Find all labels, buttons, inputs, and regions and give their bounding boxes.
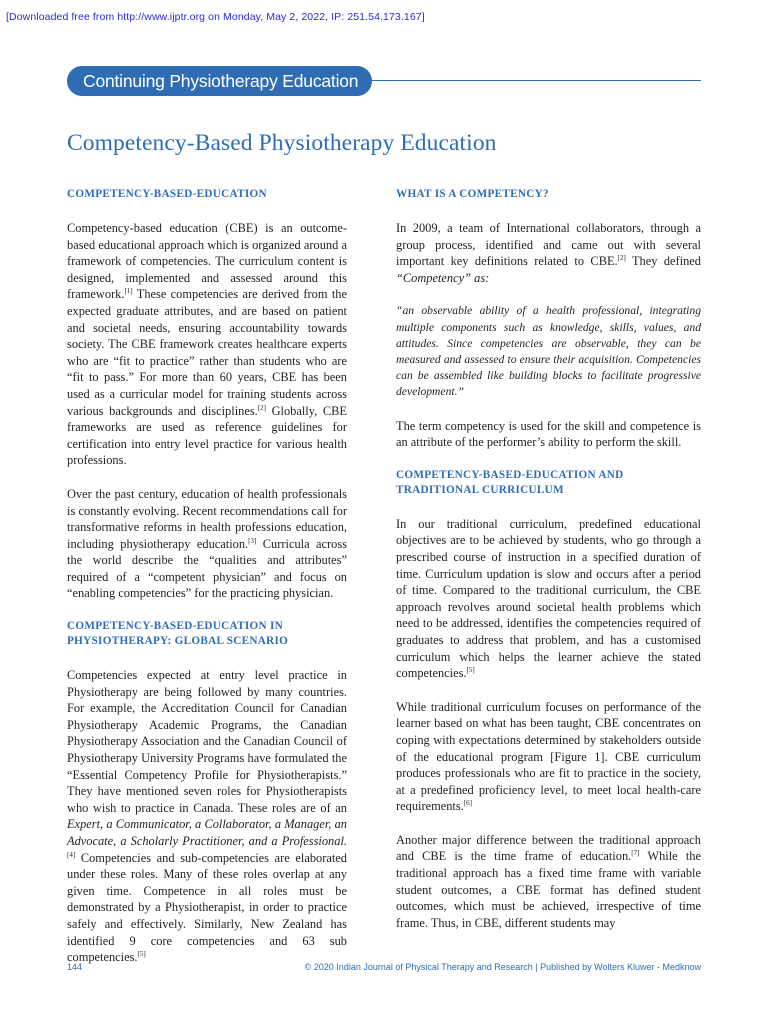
competency-definition-quote: “an observable ability of a health professional, integrating multiple components such as knowledge, skills, values, and attitudes. Since competencies are observable, they can be measured and assessed to ensure their acquisition. Competencies can be assembled like building blocks to facilitate progressive development.”	[396, 304, 701, 399]
journal-credit: © 2020 Indian Journal of Physical Therapy and Research | Published by Wolters Kluwer - Medknow	[304, 962, 701, 972]
citation-ref[interactable]: [7]	[631, 849, 640, 858]
citation-ref[interactable]: [1]	[124, 287, 133, 296]
paragraph-global-scenario: Competencies expected at entry level practice in Physiotherapy are being followed by many countries. For example, the Accreditation Council for Canadian Physiotherapy Academic Programs, the Canadian Physiotherapy Association and the Canadian Council of Physiotherapy University Programs have formulated the “Essential Competency Profile for Physiotherapists.” They have mentioned seven roles for Physiotherapists who wish to practice in Canada. These roles are of an Expert, a Communicator, a Collaborator, a Manager, an Advocate, a Scholarly Practitioner, and a Professional.[4] Competencies and sub-competencies are elaborated under these roles. Many of these roles overlap at any given time. Competence in all roles must be demonstrated by a Physiotherapist, in order to practice safely and effectively. Similarly, New Zealand has identified 9 core competencies and 63 sub competencies.[5]	[67, 668, 347, 965]
citation-ref[interactable]: [6]	[463, 799, 472, 808]
heading-what-is-competency: WHAT IS A COMPETENCY?	[396, 188, 549, 200]
article-title: Competency-Based Physiotherapy Education	[67, 130, 497, 156]
citation-ref[interactable]: [3]	[248, 536, 257, 545]
roles-italic: Expert, a Communicator, a Collaborator, a Manager, an Advocate, a Scholarly Practitioner, and a Professional.	[67, 817, 347, 848]
citation-ref[interactable]: [4]	[67, 850, 76, 859]
heading-traditional-curriculum: COMPETENCY-BASED-EDUCATION AND TRADITIONAL CURRICULUM	[396, 468, 624, 496]
download-notice: [Downloaded free from http://www.ijptr.org on Monday, May 2, 2022, IP: 251.54.173.167]	[6, 11, 425, 23]
banner-rule	[372, 80, 701, 81]
heading-cbe: COMPETENCY-BASED-EDUCATION	[67, 188, 267, 200]
paragraph-time-frame: Another major difference between the traditional approach and CBE is the time frame of education.[7] While the traditional approach has a fixed time frame with variable student outcomes, a CBE format has defined student outcomes, which must be achieved, irrespective of time frame. Thus, in CBE, different students may	[396, 832, 701, 930]
section-label: Continuing Physiotherapy Education	[83, 70, 359, 91]
citation-ref[interactable]: [2]	[617, 254, 626, 263]
right-column	[396, 187, 701, 948]
paragraph-health-education: Over the past century, education of health professionals is constantly evolving. Recent recommendations call for transformative reforms in health professions education, including physiotherapy education.[3] Curricula across the world describe the “qualities and attributes” required of a “competent physician” and focus on “enabling competencies” for the practicing physician.	[67, 486, 347, 601]
citation-ref[interactable]: [2]	[257, 403, 266, 412]
left-column	[67, 187, 347, 983]
paragraph-competency-term: The term competency is used for the skill and competence is an attribute of the performer’s ability to perform the skill.	[396, 418, 701, 450]
page-number: 144	[67, 962, 83, 972]
paragraph-traditional-curriculum: In our traditional curriculum, predefined educational objectives are to be achieved by students, who go through a prescribed course of instruction in a specified duration of time. Curriculum updation is slow and occurs after a period of time. Compared to the traditional curriculum, the CBE approach revolves around societal health problems which need to be addressed, identifies the competencies required of graduates to address that problem, and has a customised curriculum which helps the learner achieve the stated competencies.[5]	[396, 516, 701, 681]
heading-global-scenario: COMPETENCY-BASED-EDUCATION IN PHYSIOTHERAPY: GLOBAL SCENARIO	[67, 620, 289, 648]
citation-ref[interactable]: [5]	[466, 666, 475, 675]
paragraph-definition-intro: In 2009, a team of International collaborators, through a group process, identified and came out with several important key definitions related to CBE.[2] They defined “Competency” as:	[396, 221, 701, 285]
paragraph-cbe-intro: Competency-based education (CBE) is an outcome-based educational approach which is organized around a framework of competencies. The curriculum content is designed, implemented and assessed around this framework.[1] These competencies are derived from the expected graduate attributes, and are based on patient and societal needs, ensuring accountability towards society. The CBE framework creates healthcare experts who are “fit to practice” rather than students who are “fit to pass.” For more than 60 years, CBE has been used as a curricular model for training students across various backgrounds and disciplines.[2] Globally, CBE frameworks are used as reference guidelines for certification into entry level practice for various health professions.	[67, 221, 347, 468]
paragraph-cbe-focus: While traditional curriculum focuses on performance of the learner based on what has been taught, CBE concentrates on coping with expectations determined by stakeholders outside of the educational program [Figure 1]. CBE curriculum produces professionals who are fit to practice in the society, at a predefined proficiency level, to meet local health-care requirements.[6]	[396, 699, 701, 814]
citation-ref[interactable]: [5]	[137, 950, 146, 959]
section-banner	[67, 66, 372, 96]
